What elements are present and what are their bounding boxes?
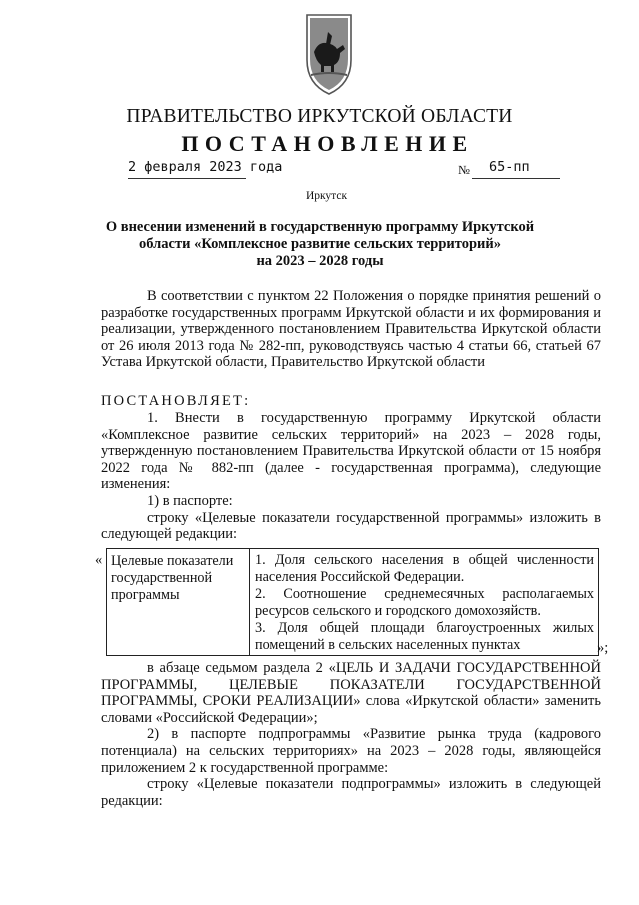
item1-sub1-text: строку «Целевые показатели государственной программы» изложить в следующей редакции: — [101, 509, 601, 543]
government-name: ПРАВИТЕЛЬСТВО ИРКУТСКОЙ ОБЛАСТИ — [126, 106, 513, 127]
amendments-block — [101, 660, 601, 809]
title-line: на 2023 – 2028 годы — [256, 253, 384, 269]
number-underline — [472, 178, 560, 179]
item1-sub2-text: строку «Целевые показатели подпрограммы» изложить в следующей редакции: — [101, 776, 601, 809]
preamble-paragraph: В соответствии с пунктом 22 Положения о порядке принятия решений о разработке государственных программ Иркутской области и их формирования и реализации, утвержденного постановлением Правительства Иркутской области от 26 июля 2013 года № 282-пп, руководствуясь частью 4 статьи 66, статьей 67 Устава Иркутской области, Правительство Иркутской области — [101, 288, 601, 371]
document-type: ПОСТАНОВЛЕНИЕ — [181, 131, 474, 156]
coat-of-arms-emblem — [304, 12, 354, 98]
document-city: Иркутск — [305, 190, 348, 202]
item1-sub1: 1) в паспорте: — [147, 492, 233, 509]
resolves-heading: ПОСТАНОВЛЯЕТ: — [101, 393, 251, 409]
table-label-cell: Целевые показатели государственной программы — [107, 549, 250, 655]
indicator-item: 3. Доля общей площади благоустроенных жилых помещений в сельских населенных пунктах — [255, 620, 594, 653]
title-line: О внесении изменений в государственную программу Иркутской — [105, 219, 535, 235]
document-title — [90, 219, 550, 270]
after-table-paragraph: в абзаце седьмом раздела 2 «ЦЕЛЬ И ЗАДАЧИ ГОСУДАРСТВЕННОЙ ПРОГРАММЫ, ЦЕЛЕВЫЕ ПОКАЗАТЕЛИ ГОСУДАРСТВЕННОЙ ПРОГРАММЫ, СРОКИ РЕАЛИЗАЦИИ» слова «Иркутской области» заменить словами «Российской Федерации»; — [101, 660, 601, 726]
document-number: 65-пп — [489, 159, 530, 175]
indicator-item: 2. Соотношение среднемесячных располагаемых ресурсов сельского и городского домохозяйств. — [255, 586, 594, 619]
item1-block — [101, 410, 601, 543]
table-indicators-cell — [251, 549, 598, 655]
title-line: области «Комплексное развитие сельских территорий» — [139, 236, 501, 252]
table-quote-close: »; — [597, 640, 609, 656]
item1-paragraph: 1. Внести в государственную программу Иркутской области «Комплексное развитие сельских территорий» на 2023 – 2028 годы, утвержденную постановлением Правительства Иркутской области от 15 ноября 2022 года № 882-пп (далее - государственная программа), следующие изменения: — [101, 410, 601, 493]
number-sign: № — [458, 163, 470, 177]
preamble-block — [101, 288, 601, 371]
table-quote-open: « — [95, 552, 103, 568]
date-underline — [128, 178, 246, 179]
item1-sub2: 2) в паспорте подпрограммы «Развитие рынка труда (кадрового потенциала) на сельских территориях» на 2023 – 2028 годы, являющейся приложением 2 к государственной программе: — [101, 726, 601, 776]
indicator-item: 1. Доля сельского населения в общей численности населения Российской Федерации. — [255, 552, 594, 585]
document-date: 2 февраля 2023 года — [128, 159, 283, 175]
indicators-table — [106, 548, 599, 656]
